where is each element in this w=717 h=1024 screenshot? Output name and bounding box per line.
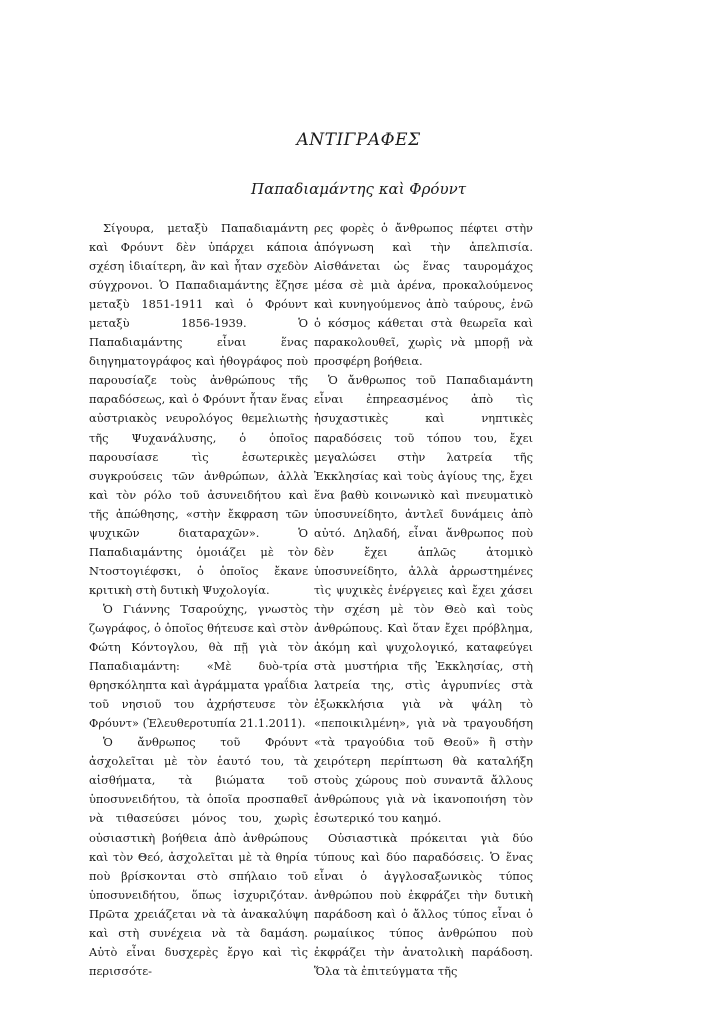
right-column <box>314 219 533 981</box>
article-title: Παπαδιαμάντης καὶ Φρόυντ <box>251 180 466 198</box>
paragraph: Σίγουρα, μεταξὺ Παπαδιαμάντη καὶ Φρόυντ δὲν ὑπάρχει κάποια σχέση ἰδιαίτερη, ἂν καὶ ἦταν σχεδὸν σύγχρονοι. Ὁ Παπαδιαμάντης ἔζησε μεταξὺ 1851-1911 καὶ ὁ Φρόυντ μεταξὺ 1856-1939. Ὁ Παπαδιαμάντης εἶναι ἕνας διηγηματογράφος καὶ ἠθογράφος ποὺ παρουσίαζε τοὺς ἀνθρώπους τῆς παραδόσεως, καὶ ὁ Φρόυντ ἦταν ἕνας αὐστριακὸς νευρολόγος θεμελιωτὴς τῆς Ψυχανάλυσης, ὁ ὁποῖος παρουσίασε τὶς ἐσωτερικὲς συγκρούσεις τῶν ἀνθρώπων, ἀλλὰ καὶ τὸν ρόλο τοῦ ἀσυνειδήτου καὶ τῆς ἀπώθησης, «στὴν ἔκφραση τῶν ψυχικῶν διαταραχῶν». Ὁ Παπαδιαμάντης ὁμοιάζει μὲ τὸν Ντοστογιέφσκι, ὁ ὁποῖος ἔκανε κριτικὴ στὴ δυτικὴ Ψυχολογία. <box>89 221 308 597</box>
paragraph: Οὐσιαστικὰ πρόκειται γιὰ δύο τύπους καὶ δύο παραδόσεις. Ὁ ἕνας εἶναι ὁ ἀγγλοσαξωνικὸς τύπος ἀνθρώπου ποὺ ἐκφράζει τὴν δυτικὴ παράδοση καὶ ὁ ἄλλος τύπος εἶναι ὁ ρωμαίικος τύπος ἀνθρώπου ποὺ ἐκφράζει τὴν ἀνατολικὴ παράδοση. Ὅλα τὰ ἐπιτεύγματα τῆς <box>314 830 533 978</box>
paragraph: Ὁ Γιάννης Τσαρούχης, γνωστὸς ζωγράφος, ὁ ὁποῖος θήτευσε καὶ στὸν Φώτη Κόντογλου, θὰ πῇ γιὰ τὸν Παπαδιαμάντη: «Μὲ δυὸ-τρία θρησκόληπτα καὶ ἀγράμματα γραΐδια τοῦ νησιοῦ του ἀχρήστευσε τὸν Φρόυντ» (Ἐλευθεροτυπία 21.1.2011). <box>89 601 308 731</box>
section-title: ΑΝΤΙΓΡΑΦΕΣ <box>296 130 421 150</box>
paragraph: Ὁ ἄνθρωπος τοῦ Φρόυντ ἀσχολεῖται μὲ τὸν ἑαυτό του, τὰ αἰσθήματα, τὰ βιώματα τοῦ ὑποσυνειδήτου, τὰ ὁποῖα προσπαθεῖ νὰ τιθασεύσει μόνος του, χωρὶς οὐσιαστικὴ βοήθεια ἀπὸ ἀνθρώπους καὶ τὸν Θεό, ἀσχολεῖται μὲ τὰ θηρία ποὺ βρίσκονται στὸ σπήλαιο τοῦ ὑποσυνειδήτου, ὅπως ἰσχυριζόταν. Πρῶτα χρειάζεται νὰ τὰ ἀνακαλύψη καὶ στὴ συνέχεια νὰ τὰ δαμάση. Αὐτὸ εἶναι δυσχερὲς ἔργο καὶ τὶς περισσότε- <box>89 735 308 978</box>
paragraph-continuation: ρες φορὲς ὁ ἄνθρωπος πέφτει στὴν ἀπόγνωση καὶ τὴν ἀπελπισία. Αἰσθάνεται ὡς ἕνας ταυρομάχος μέσα σὲ μιὰ ἀρένα, προκαλούμενος καὶ κυνηγούμενος ἀπὸ ταύρους, ἐνῶ ὁ κόσμος κάθεται στὰ θεωρεῖα καὶ παρακολουθεῖ, χωρὶς νὰ μπορῇ νὰ προσφέρη βοήθεια. <box>314 221 533 369</box>
paragraph: Ὁ ἄνθρωπος τοῦ Παπαδιαμάντη εἶναι ἐπηρεασμένος ἀπὸ τὶς ἡσυχαστικὲς καὶ νηπτικὲς παραδόσεις τοῦ τόπου του, ἔχει μεγαλώσει στὴν λατρεία τῆς Ἐκκλησίας καὶ τοὺς ἁγίους της, ἔχει ἕνα βαθὺ κοινωνικὸ καὶ πνευματικὸ ὑποσυνείδητο, ἀντλεῖ δυνάμεις ἀπὸ αὐτό. Δηλαδή, εἶναι ἄνθρωπος ποὺ δὲν ἔχει ἁπλῶς ἀτομικὸ ὑποσυνείδητο, ἀλλὰ ἀρρωστημένες τὶς ψυχικὲς ἐνέργειες καὶ ἔχει χάσει τὴν σχέση μὲ τὸν Θεὸ καὶ τοὺς ἀνθρώπους. Καὶ ὅταν ἔχει πρόβλημα, ἀκόμη καὶ ψυχολογικό, καταφεύγει στὰ μυστήρια τῆς Ἐκκλησίας, στὴ λατρεία της, στὶς ἀγρυπνίες στὰ ἐξωκκλήσια γιὰ νὰ ψάλη τὸ «πεποικιλμένη», γιὰ νὰ τραγουδήση «τὰ τραγούδια τοῦ Θεοῦ» ἢ στὴν χειρότερη περίπτωση θὰ καταλήξη στοὺς χώρους ποὺ συναντᾶ ἄλλους ἀνθρώπους γιὰ νὰ ἱκανοποιήση τὸν ἐσωτερικό του καημό. <box>314 373 533 826</box>
left-column <box>89 219 308 981</box>
